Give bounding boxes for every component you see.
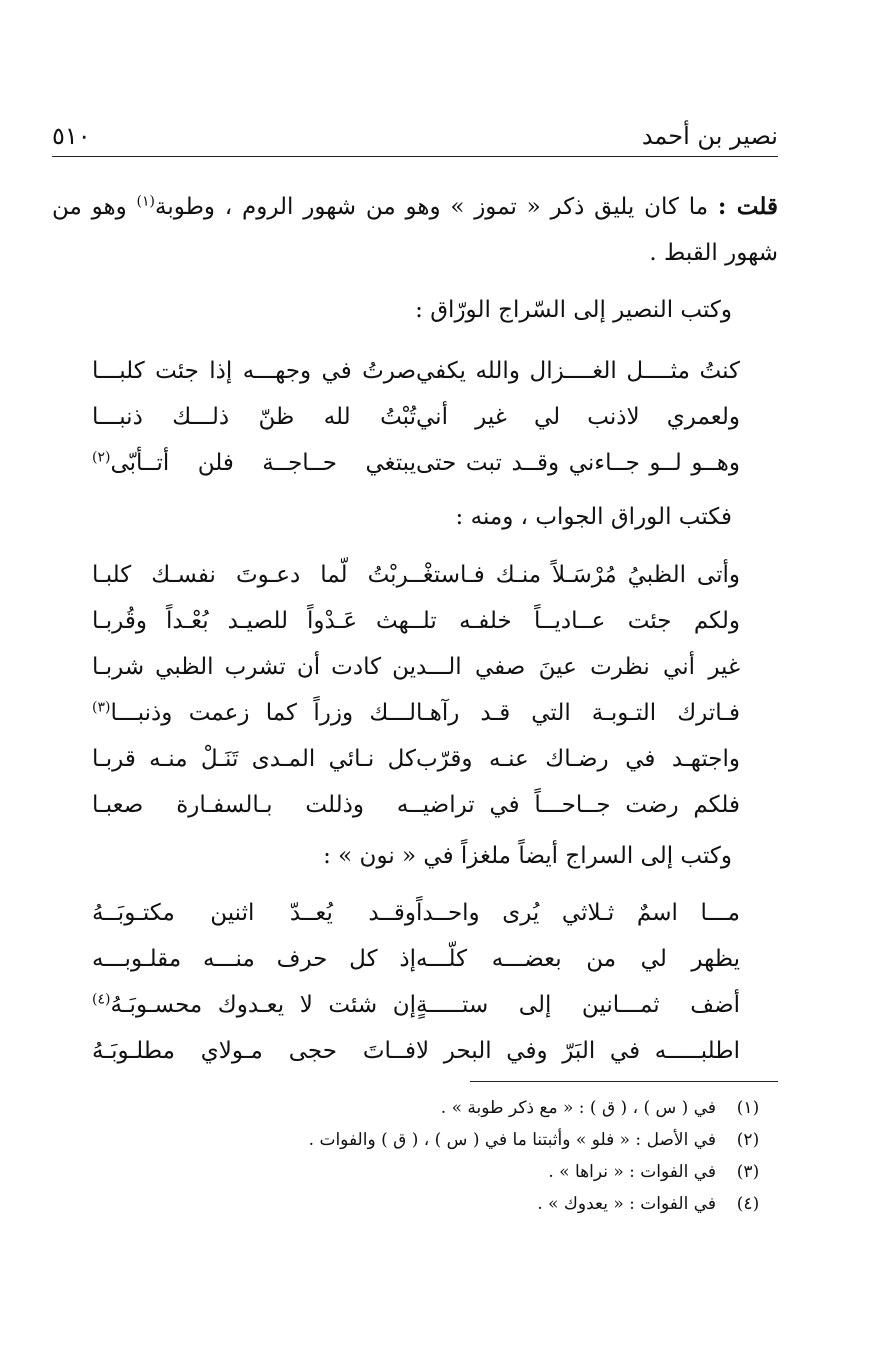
verse-second-hemistich — [92, 562, 416, 588]
footnote-ref-4[interactable]: (٤) — [92, 991, 111, 1008]
verse-first-hemistich: ولكم جئت عــاديــاً خلفـه تلـ — [416, 608, 740, 634]
verse-second-hemistich — [92, 992, 416, 1018]
verse-second-hemistich — [92, 358, 416, 384]
poem-caption-1: وكتب النصير إلى السّراج الورّاق : — [415, 297, 732, 323]
hemistich-text: ـهث عَـدْواً للصيـد بُعْـداً وقُربـا — [92, 608, 416, 634]
footnote-ref-3[interactable]: (٣) — [92, 699, 111, 716]
hemistich-text: لـــك وزراً كما زعمت وذنبـــا — [110, 700, 416, 726]
hemistich-text: وقــد يُعــدّ اثنين مكتـوبَــهُ — [92, 900, 416, 926]
running-title: نصير بن أحمد — [641, 122, 778, 150]
footnote-number: (٣) — [736, 1162, 760, 1182]
verse-second-hemistich — [92, 608, 416, 634]
hemistich-text: إذ كل حرف منـــه مقلـوبـــه — [92, 946, 416, 972]
verse-first-hemistich: ولعمري لاذنب لي غير أني — [416, 404, 740, 430]
hemistich-text: كل نـائي المـدى تَنَـلْ منـه قربـا — [92, 746, 416, 772]
verse-first-hemistich: يظهر لي من بعضـــه كلّـــه — [416, 946, 740, 972]
footnote-text: في الفوات : « نراها » . — [548, 1162, 716, 1182]
verse — [52, 348, 778, 394]
footnote-item — [52, 1156, 778, 1188]
poem-caption-3: وكتب إلى السراج أيضاً ملغزاً في « نون » : — [323, 843, 732, 869]
verse-second-hemistich — [92, 700, 416, 726]
footnote-number: (٤) — [736, 1194, 760, 1214]
verse-second-hemistich — [92, 746, 416, 772]
verse-first-hemistich: وأتى الظبيُ مُرْسَـلاً منـك فـاستغْـ — [416, 562, 740, 588]
verse-first-hemistich: فـاترك التـوبـة التي قـد رآهـا — [416, 700, 740, 726]
verse — [52, 936, 778, 982]
intro-paragraph — [52, 184, 778, 276]
poem-3 — [52, 890, 778, 1074]
footnote-item — [52, 1124, 778, 1156]
verse-first-hemistich: واجتهـد في رضـاك عنـه وقرّب — [416, 746, 740, 772]
footnote-number: (١) — [736, 1098, 760, 1118]
footnote-divider — [470, 1081, 778, 1082]
verse-second-hemistich — [92, 792, 416, 818]
verse-first-hemistich: وهــو لــو جــاءني وقــد تبت حتى — [416, 450, 740, 476]
hemistich-text: يبتغي حــاجــة فلن أتــأبّى — [110, 450, 416, 476]
verse-first-hemistich: أضف ثمـــانين إلى ستـــــةٍ — [416, 992, 740, 1018]
footnote-item — [52, 1092, 778, 1124]
footnote-ref-2[interactable]: (٢) — [92, 449, 111, 466]
hemistich-text: صرتُ في وجهـــه إذا جئت كلبـــا — [92, 358, 416, 384]
footnote-text: في الأصل : « فلو » وأثبتنا ما في ( س ) ، ( ق ) والفوات . — [308, 1130, 716, 1150]
hemistich-text: تُبْتُ لله ظنّ ذلـــك ذنبـــا — [92, 404, 416, 430]
intro-text-1: ما كان يليق ذكر « تموز » وهو من شهور الروم ، وطوبة — [154, 194, 718, 220]
verse — [52, 890, 778, 936]
verse-first-hemistich: كنتُ مثــــل الغــــزال والله يكفي — [416, 358, 740, 384]
verse — [52, 690, 778, 736]
footnotes — [52, 1092, 778, 1220]
poem-1 — [52, 348, 778, 486]
hemistich-text: ـربْتُ لّما دعـوتَ نفسـك كلبـا — [92, 562, 416, 588]
hemistich-text: إن شئت لا يعـدوك محسـوبَـهُ — [110, 992, 416, 1018]
intro-text-2: وهو من شهور القبط . — [52, 194, 778, 266]
footnote-text: في الفوات : « يعدوك » . — [537, 1194, 716, 1214]
verse — [52, 644, 778, 690]
verse — [52, 1028, 778, 1074]
verse — [52, 394, 778, 440]
verse — [52, 782, 778, 828]
verse — [52, 736, 778, 782]
verse-first-hemistich: غير أني نظرت عينَ صفي الـــد — [416, 654, 740, 680]
verse-second-hemistich — [92, 404, 416, 430]
verse — [52, 552, 778, 598]
poem-2 — [52, 552, 778, 828]
verse — [52, 598, 778, 644]
hemistich-text: فــاتَ حجى مـولاي مطلـوبَـهُ — [92, 1038, 416, 1064]
footnote-ref-1[interactable]: (١) — [136, 193, 155, 210]
footnote-text: في ( س ) ، ( ق ) : « مع ذكر طوبة » . — [440, 1098, 716, 1118]
verse-first-hemistich: اطلبـــــه في البَرّ وفي البحر لا — [416, 1038, 740, 1064]
footnote-item — [52, 1188, 778, 1220]
verse-first-hemistich: فلكم رضت جــاحـــاً في تراضيـ — [416, 792, 740, 818]
verse-first-hemistich: مـــا اسمٌ ثـلاثي يُرى واحــداً — [416, 900, 740, 926]
verse-second-hemistich — [92, 450, 416, 476]
verse-second-hemistich — [92, 1038, 416, 1064]
page-number: ٥١٠ — [52, 122, 91, 150]
hemistich-text: ين كادت أن تشرب الظبي شربـا — [92, 654, 416, 680]
running-header — [52, 116, 778, 157]
verse-second-hemistich — [92, 900, 416, 926]
verse-second-hemistich — [92, 946, 416, 972]
verse-second-hemistich — [92, 654, 416, 680]
poem-caption-2: فكتب الوراق الجواب ، ومنه : — [455, 504, 732, 530]
footnote-number: (٢) — [736, 1130, 760, 1150]
verse — [52, 982, 778, 1028]
intro-lead: قلت : — [717, 193, 779, 220]
verse — [52, 440, 778, 486]
hemistich-text: ـه وذللت بـالسفـارة صعبـا — [92, 792, 416, 818]
